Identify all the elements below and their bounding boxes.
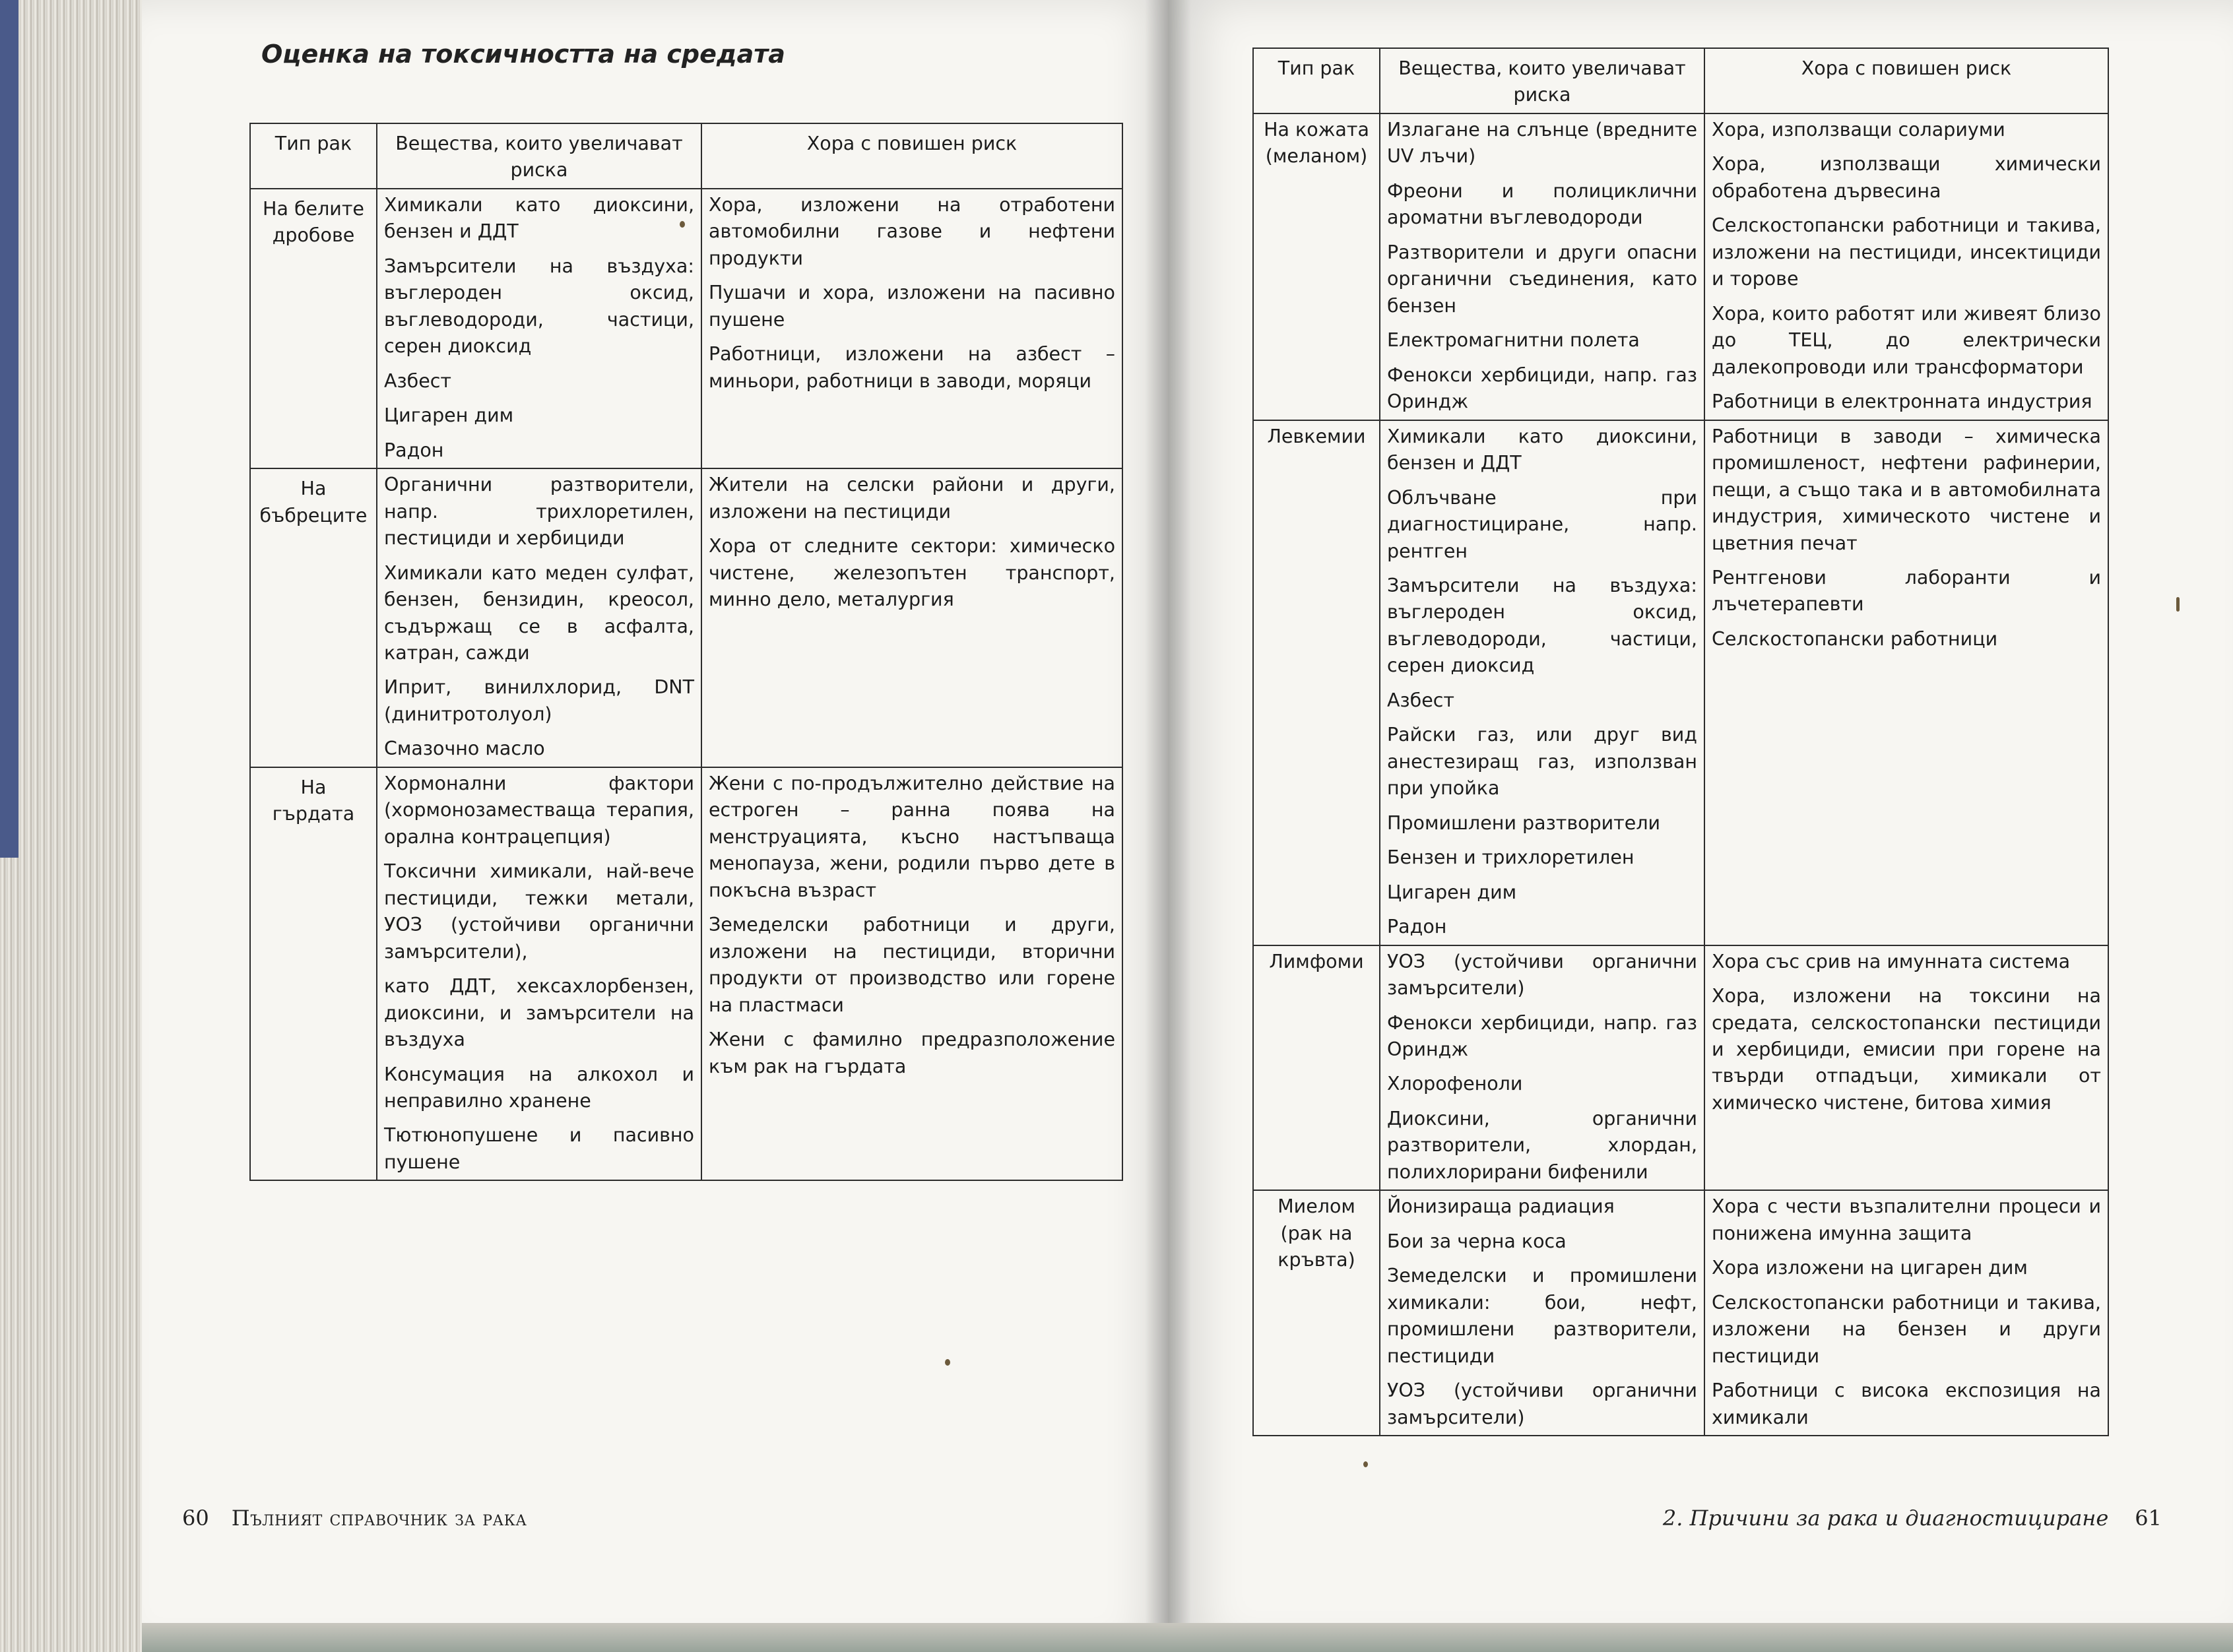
paper-speck xyxy=(680,221,685,228)
substance-item: Облъчване при диагностициране, напр. рентген xyxy=(1387,486,1697,562)
substances-cell xyxy=(1380,420,1704,945)
people-item: Рентгенови лаборанти и лъчетерапевти xyxy=(1712,566,2101,616)
people-item: Хора с чести възпалителни процеси и понижена имунна защита xyxy=(1712,1195,2101,1244)
cancer-type-cell: На белите дробове xyxy=(250,189,377,468)
substance-item: Радон xyxy=(1387,916,1447,938)
substance-item: Фенокси хербициди, напр. газ Ориндж xyxy=(1387,1011,1697,1060)
toxicity-table-right xyxy=(1252,48,2109,1436)
book-title: Пълният справочник за рака xyxy=(231,1506,527,1531)
people-item: Работници, изложени на азбест – миньори, работници в заводи, моряци xyxy=(709,343,1115,392)
substance-item: УОЗ (устойчиви органични замърсители) xyxy=(1387,950,1697,1000)
people-cell xyxy=(1704,945,2108,1191)
table-row xyxy=(250,189,1122,468)
section-title: Оценка на токсичността на средата xyxy=(261,40,785,69)
table-header-row xyxy=(1253,48,2108,113)
substance-item: Смазочно масло xyxy=(384,738,545,760)
people-item: Хора, изложени на токсини на средата, селскостопански пестициди и хербициди, емисии при горене на твърди отпадъци, химикали от химическо чистене, битова химия xyxy=(1712,985,2101,1114)
header-cancer-type: Тип рак xyxy=(1253,48,1380,113)
header-people-at-risk: Хора с повишен риск xyxy=(701,123,1122,189)
background-strip xyxy=(142,1623,2233,1652)
substance-item: Земеделски и промишлени химикали: бои, нефт, промишлени разтворители, пестициди xyxy=(1387,1265,1697,1367)
substance-item: Бои за черна коса xyxy=(1387,1230,1567,1252)
substance-item: Замърсители на въздуха: въглероден оксид, въглеводороди, частици, серен диоксид xyxy=(384,255,694,358)
cancer-type-cell: Миелом (рак на кръвта) xyxy=(1253,1190,1380,1436)
substance-item: Органични разтворители, напр. трихлоретилен, пестициди и хербициди xyxy=(384,474,694,550)
substance-item: Химикали като диоксини, бензен и ДДТ xyxy=(384,193,694,243)
people-item: Селскостопански работници xyxy=(1712,627,1998,650)
table-row xyxy=(1253,420,2108,945)
substance-item: Химикали като диоксини, бензен и ДДТ xyxy=(1387,425,1697,474)
people-cell xyxy=(1704,420,2108,945)
substance-item: Промишлени разтворители xyxy=(1387,811,1661,834)
people-item: Селскостопански работници и такива, изложени на бензен и други пестициди xyxy=(1712,1291,2101,1367)
footer-left xyxy=(182,1506,527,1531)
people-cell xyxy=(701,189,1122,468)
paper-speck xyxy=(945,1359,950,1366)
people-item: Хора със срив на имунната система xyxy=(1712,950,2071,972)
footer-right xyxy=(1663,1506,2162,1531)
substances-cell xyxy=(1380,113,1704,420)
people-cell xyxy=(701,767,1122,1181)
page-number: 60 xyxy=(182,1506,209,1531)
table-row xyxy=(250,468,1122,767)
people-item: Жени с по-продължително действие на естроген – ранна поява на менструацията, късно настъпваща менопауза, жени, родили първо дете в покъсна възраст xyxy=(709,772,1115,901)
substance-item: Райски газ, или друг вид анестезиращ газ, използван при упойка xyxy=(1387,724,1697,800)
page-edges xyxy=(0,0,142,1652)
people-cell xyxy=(1704,113,2108,420)
paper-speck xyxy=(2176,597,2180,612)
substance-item: Токсични химикали, най-вече пестициди, тежки метали, УОЗ (устойчиви органични замърсители), xyxy=(384,860,694,963)
people-item: Земеделски работници и други, изложени на пестициди, вторични продукти от производство или горене на пластмаси xyxy=(709,914,1115,1016)
toxicity-table-left xyxy=(249,123,1123,1181)
substances-cell xyxy=(1380,1190,1704,1436)
people-cell xyxy=(1704,1190,2108,1436)
people-item: Работници в заводи – химическа промишленост, нефтени рафинерии, пещи, а също така и в автомобилната индустрия, химическото чистене и цветния печат xyxy=(1712,425,2101,554)
substance-item: Азбест xyxy=(1387,689,1455,711)
substance-item: Химикали като меден сулфат, бензен, бензидин, креосол, съдържащ се в асфалта, катран, сажди xyxy=(384,561,694,664)
paper-speck xyxy=(1363,1461,1368,1467)
substance-item: Иприт, винилхлорид, DNT (динитротолуол) xyxy=(384,676,694,725)
substances-cell xyxy=(377,767,701,1181)
header-substances: Вещества, които увеличават риска xyxy=(1380,48,1704,113)
people-item: Жени с фамилно предразположение към рак на гърдата xyxy=(709,1029,1115,1077)
cancer-type-cell: На кожата (меланом) xyxy=(1253,113,1380,420)
people-item: Хора изложени на цигарен дим xyxy=(1712,1257,2028,1279)
people-item: Работници с висока експозиция на химикали xyxy=(1712,1380,2101,1428)
substance-item: Разтворители и други опасни органични съединения, като бензен xyxy=(1387,241,1697,317)
header-cancer-type: Тип рак xyxy=(250,123,377,189)
cancer-type-cell: Лимфоми xyxy=(1253,945,1380,1191)
substance-item: Йонизираща радиация xyxy=(1387,1195,1615,1218)
substance-item: Диоксини, органични разтворители, хлордан, полихлорирани бифенили xyxy=(1387,1107,1697,1183)
substances-cell xyxy=(1380,945,1704,1191)
people-item: Пушачи и хора, изложени на пасивно пушене xyxy=(709,282,1115,331)
substance-item: Азбест xyxy=(384,369,452,392)
substance-item: Замърсители на въздуха: въглероден оксид, въглеводороди, частици, серен диоксид xyxy=(1387,574,1697,677)
people-cell xyxy=(701,468,1122,767)
people-item: Хора, използващи химически обработена дървесина xyxy=(1712,153,2101,202)
cancer-type-cell: На бъбреците xyxy=(250,468,377,767)
book-gutter xyxy=(1145,0,1191,1652)
substance-item: Хлорофеноли xyxy=(1387,1073,1523,1095)
table-row xyxy=(1253,945,2108,1191)
substances-cell xyxy=(377,468,701,767)
substance-item: Радон xyxy=(384,439,444,461)
substances-cell xyxy=(377,189,701,468)
page-number: 61 xyxy=(2135,1506,2162,1531)
cancer-type-cell: На гърдата xyxy=(250,767,377,1181)
substance-item: Бензен и трихлоретилен xyxy=(1387,846,1634,869)
people-item: Селскостопански работници и такива, изложени на пестициди, инсектициди и торове xyxy=(1712,214,2101,290)
cover-edge xyxy=(0,0,18,858)
chapter-title: 2. Причини за рака и диагностициране xyxy=(1662,1506,2109,1531)
people-item: Работници в електронната индустрия xyxy=(1712,391,2092,413)
people-item: Хора, използващи солариуми xyxy=(1712,118,2005,141)
people-item: Жители на селски райони и други, изложени на пестициди xyxy=(709,474,1115,523)
substance-item: като ДДТ, хексахлорбензен, диоксини, и замърсители на въздуха xyxy=(384,975,694,1051)
people-item: Хора, изложени на отработени автомобилни газове и нефтени продукти xyxy=(709,193,1115,269)
substance-item: Фреони и полициклични ароматни въглеводороди xyxy=(1387,179,1697,229)
people-item: Хора от следните сектори: химическо чистене, железопътен транспорт, минно дело, металургия xyxy=(709,535,1115,611)
table-row xyxy=(1253,113,2108,420)
people-item: Хора, които работят или живеят близо до ТЕЦ, до електрически далекопроводи или трансформатори xyxy=(1712,302,2101,378)
substance-item: УОЗ (устойчиви органични замърсители) xyxy=(1387,1380,1697,1428)
cancer-type-cell: Левкемии xyxy=(1253,420,1380,945)
table-row xyxy=(250,767,1122,1181)
substance-item: Излагане на слънце (вредните UV лъчи) xyxy=(1387,118,1697,168)
substance-item: Консумация на алкохол и неправилно хранене xyxy=(384,1063,694,1112)
substance-item: Хормонални фактори (хормонозаместваща терапия, орална контрацепция) xyxy=(384,772,694,848)
substance-item: Електромагнитни полета xyxy=(1387,329,1640,352)
table-header-row xyxy=(250,123,1122,189)
header-substances: Вещества, които увеличават риска xyxy=(377,123,701,189)
header-people-at-risk: Хора с повишен риск xyxy=(1704,48,2108,113)
substance-item: Цигарен дим xyxy=(384,404,514,427)
substance-item: Тютюнопушене и пасивно пушене xyxy=(384,1124,694,1173)
substance-item: Фенокси хербициди, напр. газ Ориндж xyxy=(1387,364,1697,413)
substance-item: Цигарен дим xyxy=(1387,881,1517,903)
table-row xyxy=(1253,1190,2108,1436)
